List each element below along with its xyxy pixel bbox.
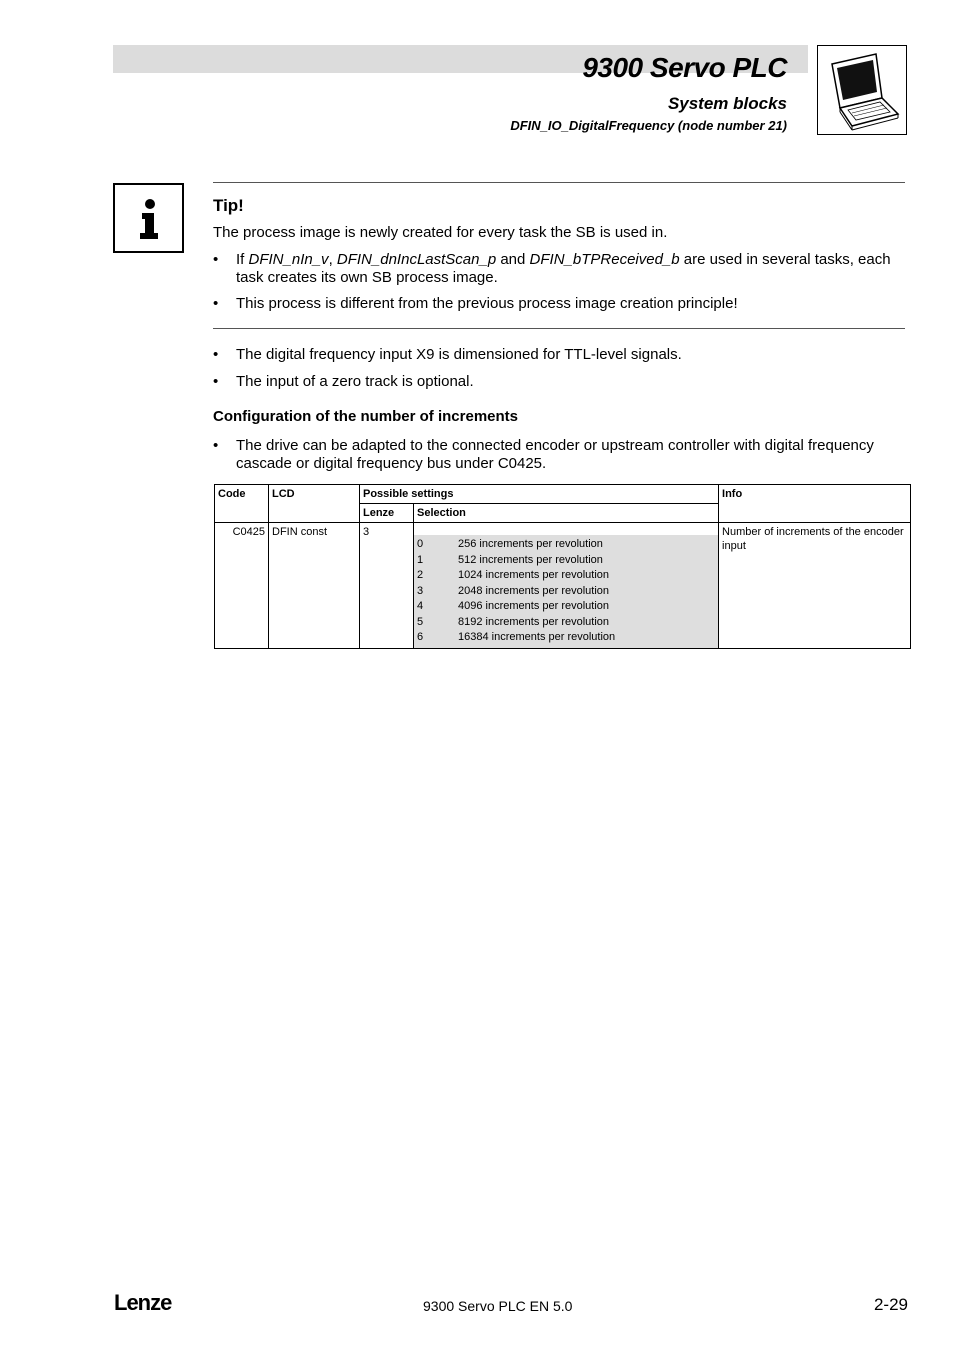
variable-name: DFIN_dnIncLastScan_p — [336, 251, 497, 268]
bullet-icon: • — [213, 373, 219, 390]
cell-info: Number of increments of the encoder input — [719, 523, 911, 649]
page-title: 9300 Servo PLC — [582, 52, 787, 83]
variable-name: DFIN_bTPReceived_b — [529, 251, 680, 268]
list-item: 1 512 increments per revolution — [417, 553, 603, 566]
selection-list — [414, 535, 718, 648]
footer-doc-id: 9300 Servo PLC EN 5.0 — [423, 1298, 573, 1314]
tip-bullet-1: • If DFIN_nIn_v, DFIN_dnIncLastScan_p and DFIN_bTPReceived_b are used in several tasks, each task creates its own SB process image. — [213, 251, 891, 286]
col-header-lcd: LCD — [269, 485, 360, 523]
section-title: DFIN_IO_DigitalFrequency (node number 21) — [510, 118, 787, 133]
cell-selection — [414, 523, 719, 649]
list-item: 0 256 increments per revolution — [417, 538, 603, 550]
table-header-row — [215, 485, 911, 504]
tip-top-rule — [213, 182, 905, 183]
list-item: 3 2048 increments per revolution — [417, 584, 610, 597]
col-header-selection: Selection — [414, 504, 719, 523]
list-item: 2 1024 increments per revolution — [417, 569, 610, 581]
tip-bullet-2: • This process is different from the previous process image creation principle! — [213, 295, 738, 312]
col-header-info: Info — [719, 485, 911, 523]
variable-name: DFIN_nIn_v — [248, 251, 329, 268]
laptop-icon — [817, 45, 907, 135]
col-header-possible-settings: Possible settings — [360, 485, 719, 504]
page-number: 2-29 — [873, 1295, 908, 1314]
config-bullet: • The drive can be adapted to the connected encoder or upstream controller with digital frequency cascade or digital frequency bus under C0425. — [213, 437, 874, 472]
info-icon — [113, 183, 184, 253]
tip-bottom-rule — [213, 328, 905, 329]
table-row — [215, 523, 911, 649]
tip-intro: The process image is newly created for every task the SB is used in. — [213, 224, 668, 241]
lenze-logo: Lenze — [114, 1290, 172, 1315]
list-item: 4 4096 increments per revolution — [417, 600, 610, 612]
tip-heading: Tip! — [213, 196, 244, 215]
cell-lcd: DFIN const — [269, 523, 360, 649]
col-header-lenze: Lenze — [360, 504, 414, 523]
config-heading: Configuration of the number of increments — [213, 408, 519, 425]
list-item: 6 16384 increments per revolution — [417, 631, 616, 643]
bullet-icon: • — [213, 251, 219, 268]
list-item: • The input of a zero track is optional. — [213, 373, 474, 390]
bullet-icon: • — [213, 295, 219, 312]
cell-lenze-default: 3 — [360, 523, 414, 649]
parameter-table — [214, 484, 911, 649]
chapter-subtitle: System blocks — [667, 94, 787, 113]
bullet-icon: • — [213, 346, 219, 363]
bullet-icon: • — [213, 437, 219, 454]
cell-code: C0425 — [215, 523, 269, 649]
list-item: 5 8192 increments per revolution — [417, 615, 610, 628]
col-header-code: Code — [215, 485, 269, 523]
list-item: • The digital frequency input X9 is dimensioned for TTL-level signals. — [213, 346, 682, 363]
